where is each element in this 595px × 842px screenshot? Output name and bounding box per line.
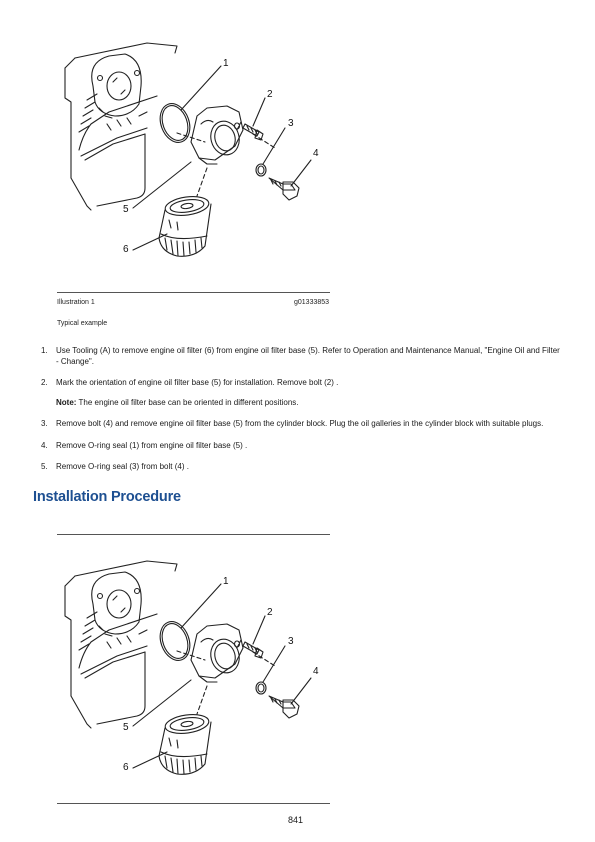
step-text: Remove bolt (4) and remove engine oil filter base (5) from the cylinder block. Plug the oil galleries in the cylinder block with suitable plugs.	[56, 419, 544, 428]
callout-3: 3	[288, 636, 294, 647]
step-number: 2.	[41, 378, 48, 387]
page-number: 841	[288, 815, 304, 825]
callout-4: 4	[313, 666, 319, 677]
illustration-label: Illustration 1	[57, 299, 95, 306]
step-text: Mark the orientation of engine oil filter base (5) for installation. Remove bolt (2) .	[56, 378, 339, 387]
step-number: 1.	[41, 346, 48, 355]
figure-rule-bottom-2	[57, 803, 330, 804]
illustration-caption: Typical example	[57, 320, 108, 327]
callout-6: 6	[123, 762, 129, 773]
step-number: 4.	[41, 440, 48, 450]
step-text: Remove O-ring seal (3) from bolt (4) .	[56, 462, 189, 471]
oil-filter-base-diagram-2	[57, 556, 347, 788]
oil-filter-base-diagram	[57, 38, 347, 270]
step-text: Use Tooling (A) to remove engine oil filter (6) from engine oil filter base (5). Refer to Operation and Maintenance Manual, "Engine Oil and Filter - Change".	[56, 346, 560, 366]
step-5	[35, 462, 560, 473]
step-number: 3.	[41, 419, 48, 428]
step-3	[35, 419, 560, 430]
illustration-id: g01333853	[294, 299, 330, 306]
note-label: Note:	[56, 397, 77, 407]
callout-2: 2	[267, 89, 273, 100]
figure-rule-top-2	[57, 534, 330, 535]
removal-steps	[35, 346, 560, 484]
step-number: 5.	[41, 462, 48, 471]
step-4	[35, 441, 560, 452]
step-1	[35, 346, 560, 367]
step-text: Remove O-ring seal (1) from engine oil filter base (5) .	[56, 440, 248, 450]
callout-1: 1	[223, 576, 229, 587]
callout-2: 2	[267, 607, 273, 618]
callout-6: 6	[123, 244, 129, 255]
illustration-2	[57, 556, 347, 788]
callout-5: 5	[123, 722, 129, 733]
section-heading: Installation Procedure	[33, 489, 181, 505]
figure-rule-top	[57, 292, 330, 293]
callout-3: 3	[288, 118, 294, 129]
callout-4: 4	[313, 148, 319, 159]
callout-5: 5	[123, 204, 129, 215]
note	[35, 398, 560, 409]
callout-1: 1	[223, 58, 229, 69]
illustration-1	[57, 38, 347, 270]
note-text: The engine oil filter base can be oriented in different positions.	[76, 397, 299, 407]
step-2	[35, 378, 560, 389]
